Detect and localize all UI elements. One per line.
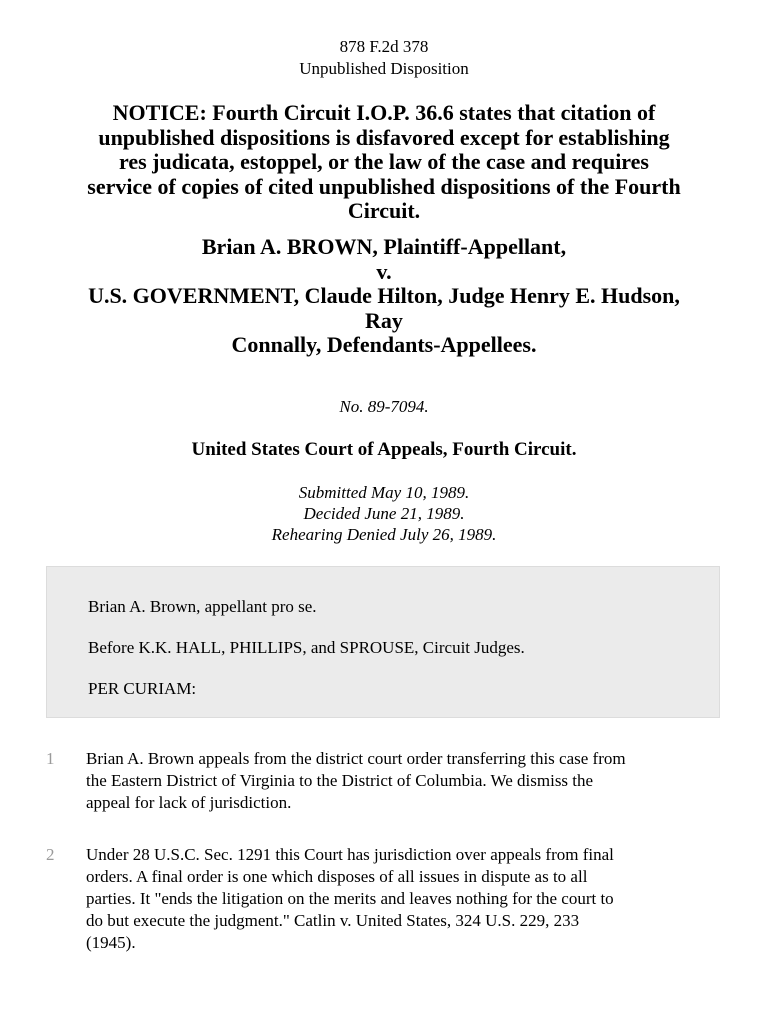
appellant-line: Brian A. BROWN, Plaintiff-Appellant, <box>201 234 567 259</box>
disposition-status: Unpublished Disposition <box>299 59 469 78</box>
counsel-line: Brian A. Brown, appellant pro se. <box>88 597 317 616</box>
notice-line: res judicata, estoppel, or the law of the case and requires <box>118 149 649 174</box>
appellees-line: U.S. GOVERNMENT, Claude Hilton, Judge Henry E. Hudson, <box>88 283 680 308</box>
opinion-header-box <box>46 566 720 718</box>
paragraph-text <box>86 748 746 814</box>
paragraph-line: do but execute the judgment." Catlin v. United States, 324 U.S. 229, 233 <box>86 911 580 930</box>
paragraph-line: parties. It "ends the litigation on the merits and leaves nothing for the court to <box>86 889 614 908</box>
case-caption <box>40 235 728 358</box>
paragraph-text <box>86 844 746 954</box>
appellees-line: Connally, Defendants-Appellees. <box>231 332 537 357</box>
docket-number: No. 89-7094. <box>339 397 429 416</box>
submitted-date: Submitted May 10, 1989. <box>298 483 470 502</box>
decided-date: Decided June 21, 1989. <box>303 504 465 523</box>
unpublished-notice <box>40 101 728 224</box>
versus-line: v. <box>376 258 392 284</box>
paragraph-line: the Eastern District of Virginia to the District of Columbia. We dismiss the <box>86 771 594 790</box>
notice-line: service of copies of cited unpublished dispositions of the Fourth <box>87 173 681 199</box>
notice-line: NOTICE: Fourth Circuit I.O.P. 36.6 states that citation of <box>112 100 656 125</box>
rehearing-date: Rehearing Denied July 26, 1989. <box>271 525 497 544</box>
paragraph-line: Brian A. Brown appeals from the district court order transferring this case from <box>86 749 626 768</box>
paragraph-line: appeal for lack of jurisdiction. <box>86 793 292 812</box>
notice-line: unpublished dispositions is disfavored except for establishing <box>98 124 670 150</box>
paragraph-number: 2 <box>46 845 55 864</box>
panel-line: Before K.K. HALL, PHILLIPS, and SPROUSE, Circuit Judges. <box>88 638 525 657</box>
court-name: United States Court of Appeals, Fourth Circuit. <box>191 439 577 460</box>
paragraph-line: Under 28 U.S.C. Sec. 1291 this Court has jurisdiction over appeals from final <box>86 845 614 864</box>
case-dates <box>0 482 768 545</box>
appellees-line: Ray <box>365 307 403 333</box>
paragraph-line: (1945). <box>86 933 136 952</box>
per-curiam-line: PER CURIAM: <box>88 679 197 698</box>
reporter-citation: 878 F.2d 378 <box>339 37 429 56</box>
paragraph-number: 1 <box>46 749 55 768</box>
notice-line: Circuit. <box>347 198 421 223</box>
paragraph-line: orders. A final order is one which disposes of all issues in dispute as to all <box>86 867 588 886</box>
